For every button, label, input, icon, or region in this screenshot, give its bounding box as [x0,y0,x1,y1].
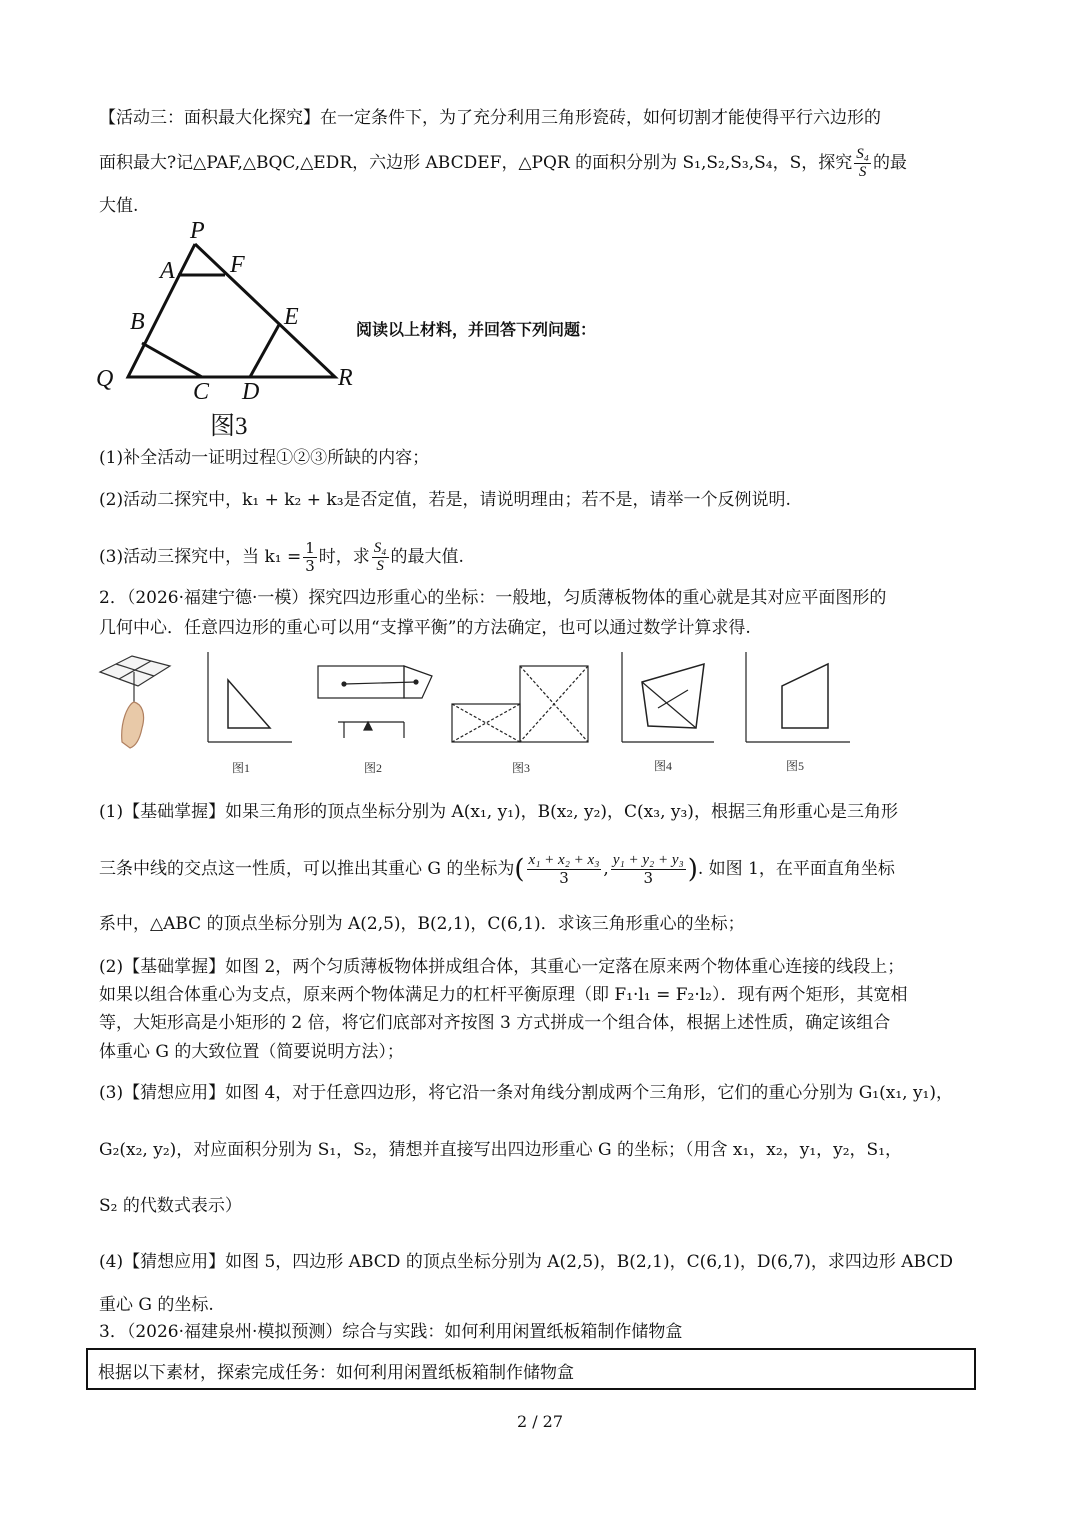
label-f: F [230,252,245,278]
s4-over-s-fraction: $\frac{\text{S₄}}{S}$ [856,146,869,180]
activity3-line2 [99,146,907,181]
figure3-caption: 图3 [210,413,248,440]
q1-part3: (3)活动三探究中，当 k₁ = $\frac{1}{3}$ 时，求 $\frac{\text{S₄}}{S}$ 的最大值. [99,539,464,575]
q2-part1-a: (1)【基础掌握】如果三角形的顶点坐标分别为 A(x₁, y₁)，B(x₂, y₂)，C(x₃, y₃)，根据三角形重心是三角形 [99,802,898,822]
q2-part4-b: 重心 G 的坐标. [99,1295,214,1315]
q2-part2-a: (2)【基础掌握】如图 2，两个匀质薄板物体拼成组合体，其重心一定落在原来两个物体重心连接的线段上； [99,957,905,977]
q2-part2-b: 如果以组合体重心为支点，原来两个物体满足力的杠杆平衡原理（即 F₁·l₁ = F₂·l₂）．现有两个矩形，其宽相 [99,985,908,1005]
q2-part3-c: S₂ 的代数式表示） [99,1196,242,1216]
figure3-caption-row: 图3 [512,761,531,775]
figure4-caption: 图4 [654,759,673,773]
q2-part3-b: G₂(x₂, y₂)，对应面积分别为 S₁，S₂，猜想并直接写出四边形重心 G 的坐标；（用含 x₁，x₂，y₁，y₂，S₁， [99,1140,903,1160]
q1-part2: (2)活动二探究中，k₁ + k₂ + k₃是否定值，若是，请说明理由；若不是，请举一个反例说明. [99,490,791,510]
page-number: 2 / 27 [516,1412,564,1431]
centroid-x-fraction: $\frac{\text{x₁ + x₂ + x₃}}{3}$ [528,852,600,887]
figure2-caption: 图2 [364,761,383,775]
segment-bc [142,343,202,377]
read-prompt: 阅读以上材料，并回答下列问题： [356,320,597,339]
s4-over-s-fraction-2: $\frac{\text{S₄}}{S}$ [373,540,387,574]
figure5-caption: 图5 [786,759,805,773]
label-q: Q [96,366,114,392]
figure1-caption: 图1 [232,761,251,775]
figure-quadrilateral-abcd [746,652,850,742]
activity3-line2c: 的最 [872,153,907,173]
q2-part4-a: (4)【猜想应用】如图 5，四边形 ABCD 的顶点坐标分别为 A(2,5)，B(2,1)，C(6,1)，D(6,7)，求四边形 ABCD [99,1252,953,1272]
activity3-line3: 大值. [99,196,139,216]
segment-ed [250,323,280,377]
q2-figures-row [92,642,862,782]
q3-heading: 3．（2026·福建泉州·模拟预测）综合与实践：如何利用闲置纸板箱制作储物盒 [99,1322,683,1342]
centroid-y-fraction: $\frac{\text{y₁ + y₂ + y₃}}{3}$ [612,852,684,887]
label-c: C [193,379,210,405]
one-third-fraction: $\frac{1}{3}$ [305,539,315,575]
activity3-line2b: △PQR 的面积分别为 S₁,S₂,S₃,S₄，S，探究 [518,153,853,173]
q1-part1: (1)补全活动一证明过程①②③所缺的内容； [99,448,430,468]
label-a: A [160,258,175,284]
figure-two-rectangles [452,666,588,742]
q2-part1-b: 三条中线的交点这一性质，可以推出其重心 G 的坐标为( $\frac{\text{x₁ + x₂ + x₃}}{3}$ , $\frac{\text{y₁ + y₂ + y₃}}{3}$ ). 如图 1，在平面直角坐标 [99,852,895,887]
q2-heading-2: 几何中心．任意四边形的重心可以用“支撑平衡”的方法确定，也可以通过数学计算求得. [99,618,751,638]
activity3-line1: 【活动三：面积最大化探究】在一定条件下，为了充分利用三角形瓷砖，如何切割才能使得平行六边形的 [99,108,881,128]
q2-part2-d: 体重心 G 的大致位置（简要说明方法）； [99,1042,404,1062]
label-p: P [190,218,205,244]
q2-part3-a: (3)【猜想应用】如图 4，对于任意四边形，将它沿一条对角线分割成两个三角形，它们的重心分别为 G₁(x₁, y₁)， [99,1083,953,1103]
figure-triangle-axes [208,652,292,742]
figure-composite-lever [318,666,432,738]
figure3-triangle-diagram [90,212,370,442]
q3-box-text: 根据以下素材，探索完成任务：如何利用闲置纸板箱制作储物盒 [98,1363,574,1383]
q2-part1-d: 系中，△ABC 的顶点坐标分别为 A(2,5)，B(2,1)，C(6,1)．求该三角形重心的坐标； [99,914,745,934]
label-d: D [242,379,260,405]
figure-quadrilateral-centroids [622,652,714,742]
q2-heading-1: 2．（2026·福建宁德·一模）探究四边形重心的坐标：一般地，匀质薄板物体的重心就是其对应平面图形的 [99,588,887,608]
activity3-line2a: 面积最大?记△PAF,△BQC,△EDR，六边形 ABCDEF， [99,153,519,173]
label-b: B [130,309,145,335]
label-r: R [338,365,353,391]
q2-part2-c: 等，大矩形高是小矩形的 2 倍，将它们底部对齐按图 3 方式拼成一个组合体，根据上述性质，确定该组合 [99,1013,891,1033]
figure1-hand-plate [100,656,170,748]
label-e: E [284,304,299,330]
q3-materials-box [86,1348,976,1390]
